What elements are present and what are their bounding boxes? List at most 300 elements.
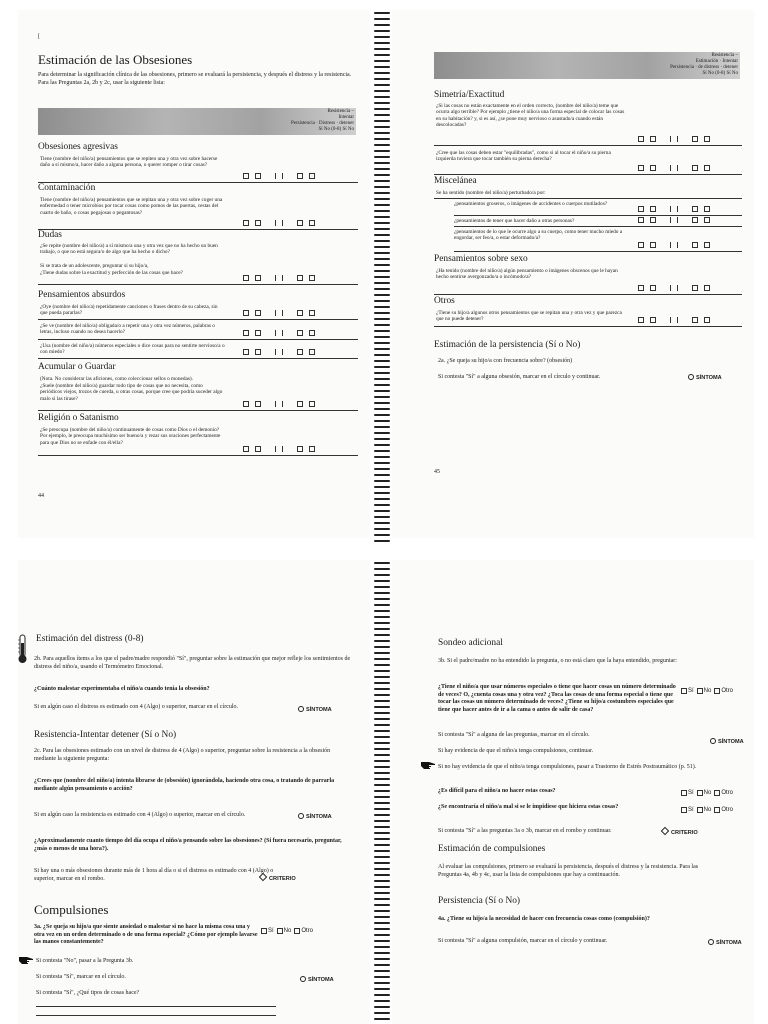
spiral-coil [374,324,390,326]
compulsions-estimation-title: Estimación de compulsiones [438,844,546,854]
section-title: Otros [434,296,455,306]
row-rule [38,358,358,359]
resist-no-checkbox[interactable] [704,136,710,142]
spiral-coil [374,420,390,422]
question-text: ¿Se repite (nombre del niño/a) a sí mismo/a una y otra vez que no ha hecho un buen trabajo, o que no está segura/o de algo que ha hecho o dicho? [40,243,218,256]
circle-icon [710,738,716,744]
spiral-coil [374,646,390,648]
question-3b: 3b. Si el padre/madre no ha entendido la pregunta, o no está claro que la haya entendido, preguntar: [438,658,677,664]
spiral-coil [374,48,390,50]
spiral-coil [374,258,390,260]
persist-si-checkbox[interactable] [243,275,249,281]
spiral-coil [374,132,390,134]
spiral-coil [374,444,390,446]
question-text: ¿Si las cosas no están exactamente en el orden correcto, (nombre del niño/a) teme que ocurra algo terrible? Por ejemplo ¿tiene el niño/a una forma especial de colocar las cosas en su habitación? y, si es así, ¿se pone muy nervioso o asustado/a cuando están descolocadas? [436,103,625,129]
option-label: Sí [688,807,694,813]
distress-field-left[interactable] [670,317,671,323]
resist-si-checkbox[interactable] [297,220,303,226]
distress-field-left[interactable] [275,349,276,355]
spiral-coil [374,826,390,828]
spiral-coil [374,988,390,990]
resist-no-checkbox[interactable] [309,330,315,336]
checkbox-no[interactable] [277,928,283,934]
distress-field-left[interactable] [670,165,671,171]
row-rule [38,319,358,320]
persist-si-checkbox[interactable] [243,349,249,355]
answer-row [243,220,321,226]
persist-si-checkbox[interactable] [243,220,249,226]
spiral-coil [374,156,390,158]
checkbox-otro[interactable] [714,688,720,694]
spiral-coil [374,102,390,104]
resist-si-checkbox[interactable] [297,310,303,316]
spiral-coil [374,192,390,194]
resist-si-checkbox[interactable] [692,206,698,212]
resist-si-checkbox[interactable] [692,285,698,291]
persist-no-checkbox[interactable] [650,285,656,291]
spiral-coil [374,84,390,86]
spiral-coil [374,198,390,200]
persist-no-checkbox[interactable] [650,242,656,248]
persist-si-checkbox[interactable] [243,173,249,179]
spiral-coil [374,366,390,368]
sintoma-marker [298,706,332,713]
spiral-coil [374,778,390,780]
spiral-coil [374,742,390,744]
answer-row [243,173,321,179]
option-label: Otro [721,790,734,796]
spiral-coil [374,336,390,338]
row-rule [454,215,742,216]
checkbox-no[interactable] [697,688,703,694]
checkbox-si[interactable] [261,928,267,934]
distress-field-right[interactable] [282,330,283,336]
spiral-coil [374,862,390,864]
instruction-text: Si no hay evidencia de que el niño/a tenga compulsiones, pasar a Trastorno de Estrés Postraumático (p. 51). [438,764,697,770]
spiral-coil [374,174,390,176]
spiral-coil [374,426,390,428]
question-text: ¿Cree que las cosas deben estar "equilibradas", como si al tocar el niño/a su pierna izquierda tuviera que tocar también su pierna derecha? [436,150,611,163]
answer-line[interactable] [36,1006,276,1007]
persist-si-checkbox[interactable] [638,242,644,248]
resist-si-checkbox[interactable] [692,165,698,171]
resist-no-checkbox[interactable] [704,285,710,291]
spiral-coil [374,78,390,80]
spiral-coil [374,162,390,164]
spiral-coil [374,904,390,906]
persist-si-checkbox[interactable] [638,317,644,323]
spiral-coil [374,468,390,470]
spiral-coil [374,30,390,32]
distress-field-left[interactable] [275,275,276,281]
section-title: Acumular o Guardar [38,362,116,372]
sintoma-label: SÍNTOMA [718,739,744,745]
persist-no-checkbox[interactable] [255,220,261,226]
section-title: Obsesiones agresivas [38,142,118,152]
sintoma-marker [710,738,744,745]
spiral-coil [374,892,390,894]
resist-no-checkbox[interactable] [309,349,315,355]
persist-si-checkbox[interactable] [638,165,644,171]
question-text: ¿Usa (nombre del niño/a) números especiales o dice cosas para no sentirte nervioso/a o con miedo? [40,343,225,356]
spiral-coil [374,640,390,642]
distress-field-right[interactable] [677,217,678,223]
instruction-text: Si hay evidencia de que el niño/a tenga compulsiones, continuar. [438,748,594,754]
spiral-binding-bottom [374,560,390,1024]
question-2a: 2a. ¿Se queja su hijo/a con frecuencia sobre? (obsesión) [438,358,573,364]
persist-no-checkbox[interactable] [255,401,261,407]
persist-no-checkbox[interactable] [255,330,261,336]
distress-field-right[interactable] [677,136,678,142]
resist-no-checkbox[interactable] [309,173,315,179]
row-rule [434,326,742,327]
question-text: Tiene (nombre del niño/a) pensamientos que se repitan una y otra vez sobre coger una enfermedad o tener microbios por tocar cosas como pomos de las puertas, cestas del cuarto de baño, o cosas pegajosas o pegantosas? [40,197,223,216]
persist-no-checkbox[interactable] [650,317,656,323]
persist-no-checkbox[interactable] [650,206,656,212]
spiral-coil [374,504,390,506]
resist-si-checkbox[interactable] [297,349,303,355]
spiral-coil [374,36,390,38]
note-text: Se ha sentido (nombre del niño/a) perturbado/a por: [436,190,546,196]
spiral-coil [374,372,390,374]
persist-si-checkbox[interactable] [243,310,249,316]
spiral-coil [374,126,390,128]
spiral-coil [374,700,390,702]
spiral-coil [374,528,390,530]
distress-field-right[interactable] [677,285,678,291]
persist-si-checkbox[interactable] [638,285,644,291]
spiral-coil [374,958,390,960]
spiral-coil [374,228,390,230]
answer-line[interactable] [36,1015,276,1016]
circle-icon [688,374,694,380]
header-line-3: Persistencia · Distress · detener [290,121,354,126]
spiral-coil [374,682,390,684]
spiral-coil [374,42,390,44]
persist-si-checkbox[interactable] [243,401,249,407]
spiral-coil [374,622,390,624]
resist-si-checkbox[interactable] [692,136,698,142]
resist-si-checkbox[interactable] [297,401,303,407]
option-label: Sí [268,928,274,934]
spiral-coil [374,868,390,870]
distress-field-right[interactable] [282,220,283,226]
persist-no-checkbox[interactable] [650,136,656,142]
spiral-coil [374,90,390,92]
spiral-coil [374,886,390,888]
row-rule [38,455,358,456]
spiral-coil [374,568,390,570]
answer-options [678,790,733,796]
spiral-coil [374,586,390,588]
instruction-text: Si contesta "Sí", marcar en el círculo. [36,974,126,980]
option-label: Sí [688,688,694,694]
distress-field-right[interactable] [282,446,283,452]
spiral-coil [374,246,390,248]
spiral-coil [374,150,390,152]
instruction-text: Si contesta "Sí" a alguna compulsión, marcar en el círculo y continuar. [438,938,608,944]
page-number: 45 [434,469,440,475]
option-label: No [703,790,712,796]
question-text: ¿pensamientos de tener que hacer daño a otras personas? [454,218,575,224]
checkbox-otro[interactable] [294,928,300,934]
spiral-coil [374,874,390,876]
sintoma-label: SÍNTOMA [308,977,334,983]
answer-row [243,349,321,355]
resist-no-checkbox[interactable] [309,275,315,281]
spiral-coil [374,168,390,170]
spiral-coil [374,312,390,314]
resist-si-checkbox[interactable] [692,217,698,223]
spiral-coil [374,522,390,524]
body-text: Al evaluar las compulsiones, primero se evaluará la persistencia, después el distress y la resistencia. Para las Preguntas 4a, 4b y 4c, usar la lista de compulsiones que hay a continuación. [438,864,699,878]
spiral-coil [374,534,390,536]
question-text: ¿pensamientos groseros, o imágenes de accidentes o cuerpos mutilados? [454,201,608,207]
spiral-coil [374,928,390,930]
checkbox-otro[interactable] [714,807,720,813]
checkbox-no[interactable] [697,790,703,796]
spiral-coil [374,480,390,482]
spiral-coil [374,796,390,798]
question-text: ¿Ha tenido (nombre del niño/a) algún pensamiento o imágenes obscenos que le hayan hecho sentirse avergonzado/a o incómodo/a? [436,268,618,281]
spiral-coil [374,540,390,542]
spiral-coil [374,264,390,266]
spiral-coil [374,300,390,302]
answer-options [258,928,313,934]
distress-field-right[interactable] [282,310,283,316]
criterio-label: CRITERIO [671,830,698,836]
question-2b: 2b. Para aquellos ítems a los que el padre/madre respondió "Sí", preguntar sobre la estimación que mejor refleje los sentimientos de distress del niño/a, usando el Termómetro Emocional. [34,656,351,670]
resist-no-checkbox[interactable] [704,206,710,212]
page-47 [392,560,754,1024]
persist-no-checkbox[interactable] [255,349,261,355]
spiral-coil [374,790,390,792]
spiral-coil [374,880,390,882]
spiral-coil [374,694,390,696]
checkbox-otro[interactable] [714,790,720,796]
persist-no-checkbox[interactable] [255,446,261,452]
checkbox-si[interactable] [681,807,687,813]
spiral-coil [374,916,390,918]
answer-row [638,217,716,223]
resist-no-checkbox[interactable] [309,220,315,226]
question-text: ¿Suele (nombre del niño/a) guardar todo tipo de cosas que no necesita, como periódicos viejos, trozos de cuerda, u otras cosas, porque cree que podría suceder algo malo si las tirase? [40,383,223,402]
instruction-text: Si contesta "Sí" a alguna obsesión, marcar en el círculo y continuar. [438,374,601,380]
row-rule [434,294,742,295]
distress-field-right[interactable] [677,165,678,171]
answer-row [638,165,716,171]
criterio-marker [260,874,296,882]
distress-field-left[interactable] [275,446,276,452]
resist-no-checkbox[interactable] [704,242,710,248]
spiral-coil [374,204,390,206]
persist-no-checkbox[interactable] [650,217,656,223]
resist-si-checkbox[interactable] [297,446,303,452]
spiral-coil [374,604,390,606]
resist-si-checkbox[interactable] [297,330,303,336]
answer-row [243,401,321,407]
resist-no-checkbox[interactable] [309,310,315,316]
spiral-coil [374,736,390,738]
option-label: Sí [688,790,694,796]
spiral-coil [374,772,390,774]
checkbox-si[interactable] [681,790,687,796]
sintoma-label: SÍNTOMA [306,707,332,713]
spiral-coil [374,318,390,320]
spiral-coil [374,634,390,636]
distress-field-right[interactable] [677,206,678,212]
diamond-icon [259,873,267,881]
distress-field-left[interactable] [670,136,671,142]
sintoma-label: SÍNTOMA [716,940,742,946]
answer-row [243,275,321,281]
spiral-coil [374,838,390,840]
option-label: Otro [301,928,314,934]
spiral-coil [374,922,390,924]
row-rule [38,229,358,230]
resist-no-checkbox[interactable] [309,446,315,452]
spiral-coil [374,72,390,74]
thermometer-icon [18,634,27,664]
question-text: ¿Se ve (nombre del niño/a) obligada/o a repetir una y otra vez números, palabras o letras, incluso cuando no desea hacerlo? [40,323,215,336]
persist-no-checkbox[interactable] [255,173,261,179]
distress-field-right[interactable] [282,173,283,179]
row-rule [454,251,742,252]
persistence-title: Estimación de la persistencia (Sí o No) [434,340,581,350]
page-number: 44 [38,493,44,499]
distress-field-left[interactable] [275,220,276,226]
answer-options [678,688,733,694]
resist-si-checkbox[interactable] [692,242,698,248]
spiral-coil [374,832,390,834]
circle-icon [298,813,304,819]
option-label: No [703,807,712,813]
spiral-coil [374,288,390,290]
spiral-coil [374,216,390,218]
spiral-coil [374,1018,390,1020]
distress-field-left[interactable] [670,242,671,248]
spiral-coil [374,486,390,488]
question-3b-text: ¿Tiene el niño/a que usar números especiales o tiene que hacer cosas un número determinado de veces? O, ¿cuenta cosas una y otra vez? ¿Toca las cosas de una forma especial o tiene que tocar las cosas un número determinado de veces? ¿Tiene su hijo/a costumbres especiales que tiene que hacer antes de ir a la cama o antes de salir de casa? [438,684,676,713]
criterio-marker [662,828,698,836]
header-line-1: Resistencia – [711,53,738,58]
distress-field-right[interactable] [677,317,678,323]
spiral-coil [374,754,390,756]
distress-field-right[interactable] [282,275,283,281]
resist-no-checkbox[interactable] [704,217,710,223]
circle-icon [298,706,304,712]
distress-field-left[interactable] [275,330,276,336]
distress-field-right[interactable] [282,349,283,355]
checkbox-si[interactable] [681,688,687,694]
instruction-text: Si contesta "No", pasar a la Pregunta 3b. [36,958,134,964]
instruction-text: Si contesta "Sí", ¿Qué tipos de cosas hace? [36,990,140,996]
distress-field-left[interactable] [275,401,276,407]
spiral-coil [374,348,390,350]
row-rule [434,145,742,146]
persist-si-checkbox[interactable] [243,446,249,452]
question-2c: 2c. Para las obsesiones estimado con un nivel de distress de 4 (Algo) o superior, preguntar sobre la resistencia a la obsesión mediante la siguiente pregunta: [34,748,331,762]
resist-no-checkbox[interactable] [309,401,315,407]
row-rule [434,174,742,175]
persist-si-checkbox[interactable] [243,330,249,336]
header-line-4: Sí No (0-8) Sí No [318,127,354,132]
option-label: Otro [721,807,734,813]
spiral-coil [374,390,390,392]
diamond-icon [661,827,669,835]
resist-no-checkbox[interactable] [704,165,710,171]
spiral-coil [374,96,390,98]
spiral-coil [374,982,390,984]
checkbox-no[interactable] [697,807,703,813]
answer-row [638,136,716,142]
persist-no-checkbox[interactable] [255,310,261,316]
answer-options [678,807,733,813]
answer-row [638,317,716,323]
question-text: ¿Tiene su hijo/a algunos otros pensamientos que se repitan una y otra vez y que parezca que no puede detener? [436,310,622,323]
spiral-coil [374,54,390,56]
spiral-coil [374,712,390,714]
distress-field-left[interactable] [670,206,671,212]
sintoma-label: SÍNTOMA [306,814,332,820]
answer-row [243,310,321,316]
spiral-coil [374,396,390,398]
distress-field-left[interactable] [670,285,671,291]
question-2b-text: ¿Cuánto malestar experimentaba el niño/a cuando tenía la obsesión? [34,686,210,692]
persist-si-checkbox[interactable] [638,136,644,142]
section-title: Contaminación [38,183,96,193]
persist-si-checkbox[interactable] [638,217,644,223]
spiral-coil [374,516,390,518]
persist-si-checkbox[interactable] [638,206,644,212]
persist-no-checkbox[interactable] [650,165,656,171]
spiral-coil [374,808,390,810]
spiral-coil [374,952,390,954]
spiral-coil [374,898,390,900]
distress-field-right[interactable] [282,401,283,407]
resist-no-checkbox[interactable] [704,317,710,323]
spiral-coil [374,462,390,464]
circle-icon [300,976,306,982]
spiral-coil [374,276,390,278]
spiral-coil [374,384,390,386]
persist-no-checkbox[interactable] [255,275,261,281]
spiral-coil [374,718,390,720]
question-time: ¿Aproximadamente cuanto tiempo del día ocupa el niño/a pensando sobre las obsesiones? (Si fuera necesario, preguntar, ¿más o menos de una hora?). [34,838,342,852]
resist-si-checkbox[interactable] [297,275,303,281]
note-text: Si se trata de un adolescente, preguntar si su hijo/a, [40,263,149,269]
distress-field-right[interactable] [677,242,678,248]
page-45 [392,10,754,538]
spiral-coil [374,592,390,594]
spiral-coil [374,574,390,576]
question-3d: ¿Se encontraría el niño/a mal si se le impidiese que hiciera estas cosas? [438,804,619,810]
question-4a: 4a. ¿Tiene su hijo/a la necesidad de hacer con frecuencia cosas como (compulsión)? [438,916,650,922]
header-line-4: Sí No (0-8) Sí No [702,71,738,76]
section-title: Simetría/Exactitud [434,90,505,100]
resist-si-checkbox[interactable] [692,317,698,323]
spiral-coil [374,438,390,440]
spiral-coil [374,120,390,122]
resist-si-checkbox[interactable] [297,173,303,179]
criterio-label: CRITERIO [269,876,296,882]
spiral-coil [374,12,390,14]
distress-field-left[interactable] [275,310,276,316]
distress-field-left[interactable] [670,217,671,223]
distress-field-left[interactable] [275,173,276,179]
spiral-coil [374,964,390,966]
option-label: No [283,928,292,934]
